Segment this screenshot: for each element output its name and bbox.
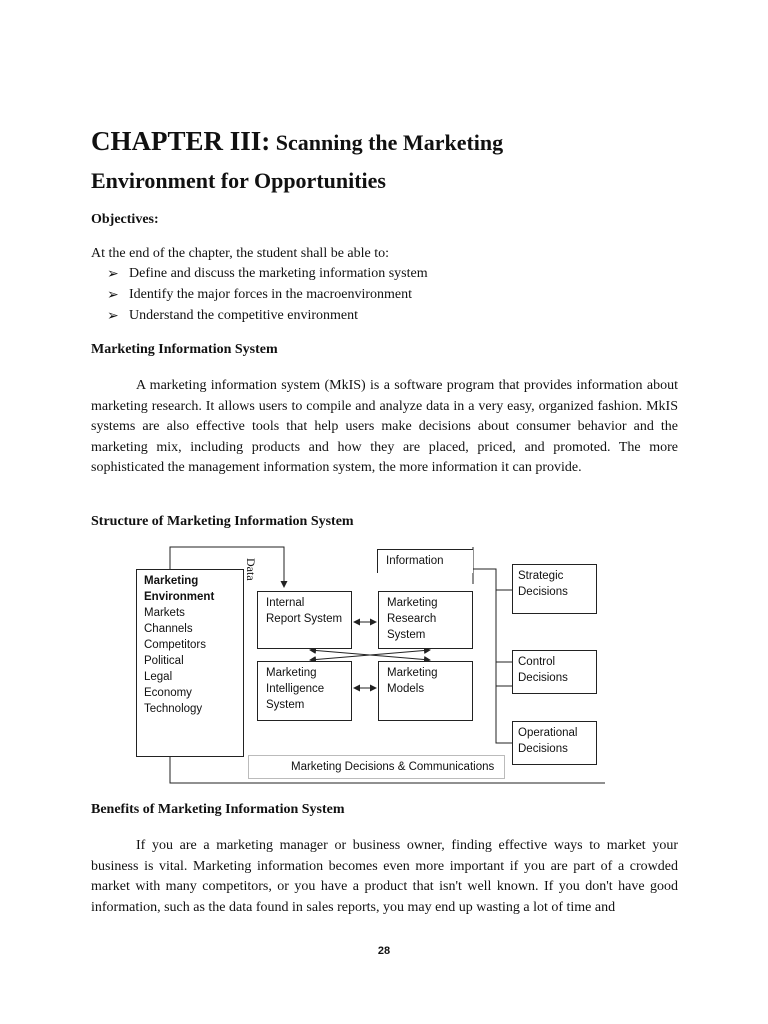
research-line3: System [387, 629, 426, 641]
strategic-line1: Strategic [518, 570, 564, 582]
environment-item: Competitors [144, 639, 206, 651]
intelligence-line3: System [266, 699, 305, 711]
section-heading-benefits: Benefits of Marketing Information System [91, 802, 345, 817]
objective-item [107, 287, 607, 307]
decisions-communications-box [248, 755, 505, 779]
environment-title-1: Marketing [144, 575, 199, 587]
operational-decisions-box [512, 721, 597, 765]
mkis-paragraph-text: A marketing information system (MkIS) is a software program that provides information about marketing research. It allows users to compile and analyze data in a very easy, organized fashion. MkIS systems are also effective tools that help users make decisions about consumer behavior and the marketing mix, including products and how they are placed, priced, and promoted. The more sophisticated the management information system, the more information it can provide. [91, 378, 678, 476]
benefits-paragraph-text: If you are a marketing manager or business owner, finding effective ways to market your business is vital. Marketing information becomes even more important if you are part of a crowded market with many competitors, or you have a product that isn't well known. If you don't have good information, such as the data found in sales reports, you may end up wasting a lot of time and [91, 838, 678, 915]
control-line2: Decisions [518, 672, 568, 684]
objective-item [107, 266, 607, 286]
objective-item [107, 308, 607, 328]
objectives-heading: Objectives: [91, 212, 159, 227]
chapter-title-line1: Scanning the Marketing [275, 130, 504, 155]
chapter-title-line2: Environment for Opportunities [91, 168, 386, 193]
objective-text: Define and discuss the marketing information system [129, 266, 428, 281]
decisions-communications-label: Marketing Decisions & Communications [291, 761, 495, 773]
research-line2: Research [387, 613, 437, 625]
internal-report-line2: Report System [266, 613, 343, 625]
environment-item: Economy [144, 687, 192, 699]
internal-report-line1: Internal [266, 597, 305, 609]
environment-item: Political [144, 655, 184, 667]
objective-text: Identify the major forces in the macroenvironment [129, 287, 413, 302]
bullet-arrow-icon: ➢ [107, 267, 119, 282]
page-number: 28 [377, 945, 391, 957]
environment-item: Channels [144, 623, 193, 635]
environment-title-2: Environment [144, 591, 215, 603]
operational-line1: Operational [518, 727, 578, 739]
research-line1: Marketing [387, 597, 438, 609]
bullet-arrow-icon: ➢ [107, 309, 119, 324]
mkis-paragraph [91, 376, 678, 479]
marketing-environment-box [136, 569, 244, 757]
strategic-decisions-box [512, 564, 597, 614]
environment-item: Legal [144, 671, 173, 683]
section-heading-mkis: Marketing Information System [91, 342, 278, 357]
objectives-intro: At the end of the chapter, the student shall be able to: [91, 246, 390, 261]
intelligence-line2: Intelligence [266, 683, 325, 695]
mkis-structure-diagram [130, 543, 610, 788]
environment-item: Markets [144, 607, 185, 619]
benefits-paragraph [91, 836, 678, 918]
environment-item: Technology [144, 703, 203, 715]
chapter-title [91, 122, 691, 200]
marketing-models-box [378, 661, 473, 721]
operational-line2: Decisions [518, 743, 568, 755]
chapter-label: CHAPTER III: [91, 126, 271, 156]
information-label: Information [386, 555, 444, 567]
intelligence-line1: Marketing [266, 667, 317, 679]
section-heading-structure: Structure of Marketing Information System [91, 514, 354, 529]
bullet-arrow-icon: ➢ [107, 288, 119, 303]
control-decisions-box [512, 650, 597, 694]
information-label-box [377, 549, 473, 573]
control-line1: Control [518, 656, 556, 668]
models-line2: Models [387, 683, 425, 695]
models-line1: Marketing [387, 667, 438, 679]
marketing-research-system-box [378, 591, 473, 649]
marketing-intelligence-system-box [257, 661, 352, 721]
internal-report-system-box [257, 591, 352, 649]
strategic-line2: Decisions [518, 586, 568, 598]
data-label: Data [244, 558, 258, 581]
objective-text: Understand the competitive environment [129, 308, 358, 323]
